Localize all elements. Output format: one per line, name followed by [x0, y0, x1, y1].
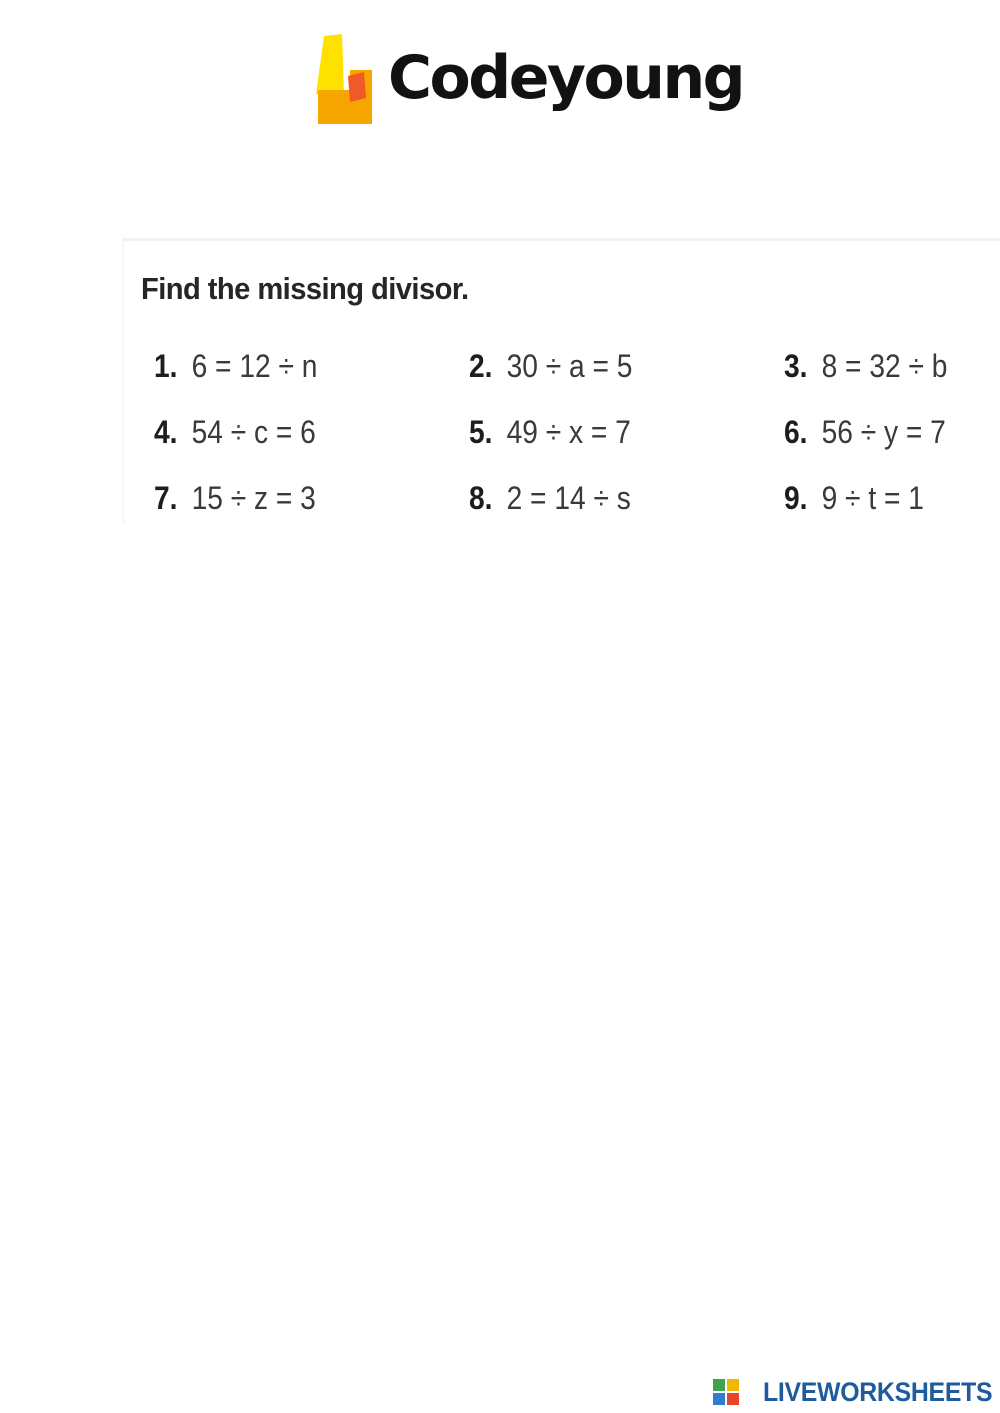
problem-item [784, 399, 976, 465]
problem-number: 2. [469, 347, 493, 384]
brand-header [310, 30, 743, 130]
problem-item [469, 399, 746, 465]
problem-expression: 49 ÷ x = 7 [506, 413, 631, 450]
problem-item [154, 333, 431, 399]
brand-name: Codeyoung [388, 43, 744, 113]
problem-item [784, 333, 976, 399]
problem-number: 8. [469, 479, 493, 516]
problem-number: 7. [154, 479, 178, 516]
problem-number: 5. [469, 413, 493, 450]
problem-expression: 6 = 12 ÷ n [191, 347, 318, 384]
problem-number: 9. [784, 479, 808, 516]
codeyoung-logo-icon [310, 34, 376, 126]
problem-item [154, 399, 431, 465]
problem-number: 1. [154, 347, 178, 384]
worksheet-title: Find the missing divisor. [141, 271, 469, 306]
problem-item [154, 465, 431, 531]
problem-number: 6. [784, 413, 808, 450]
liveworksheets-logo-icon [713, 1379, 739, 1405]
problem-expression: 8 = 32 ÷ b [821, 347, 948, 384]
problem-expression: 15 ÷ z = 3 [191, 479, 316, 516]
problem-expression: 2 = 14 ÷ s [506, 479, 631, 516]
problem-expression: 54 ÷ c = 6 [191, 413, 316, 450]
problem-item [469, 465, 746, 531]
problem-expression: 30 ÷ a = 5 [506, 347, 633, 384]
problem-grid [154, 333, 1000, 531]
problem-number: 3. [784, 347, 808, 384]
problem-item [469, 333, 746, 399]
liveworksheets-text: LIVEWORKSHEETS [762, 1376, 992, 1407]
problem-item [784, 465, 976, 531]
worksheet-panel [122, 238, 1000, 523]
problem-expression: 56 ÷ y = 7 [821, 413, 946, 450]
problem-number: 4. [154, 413, 178, 450]
problem-expression: 9 ÷ t = 1 [821, 479, 924, 516]
liveworksheets-watermark [713, 1377, 992, 1407]
